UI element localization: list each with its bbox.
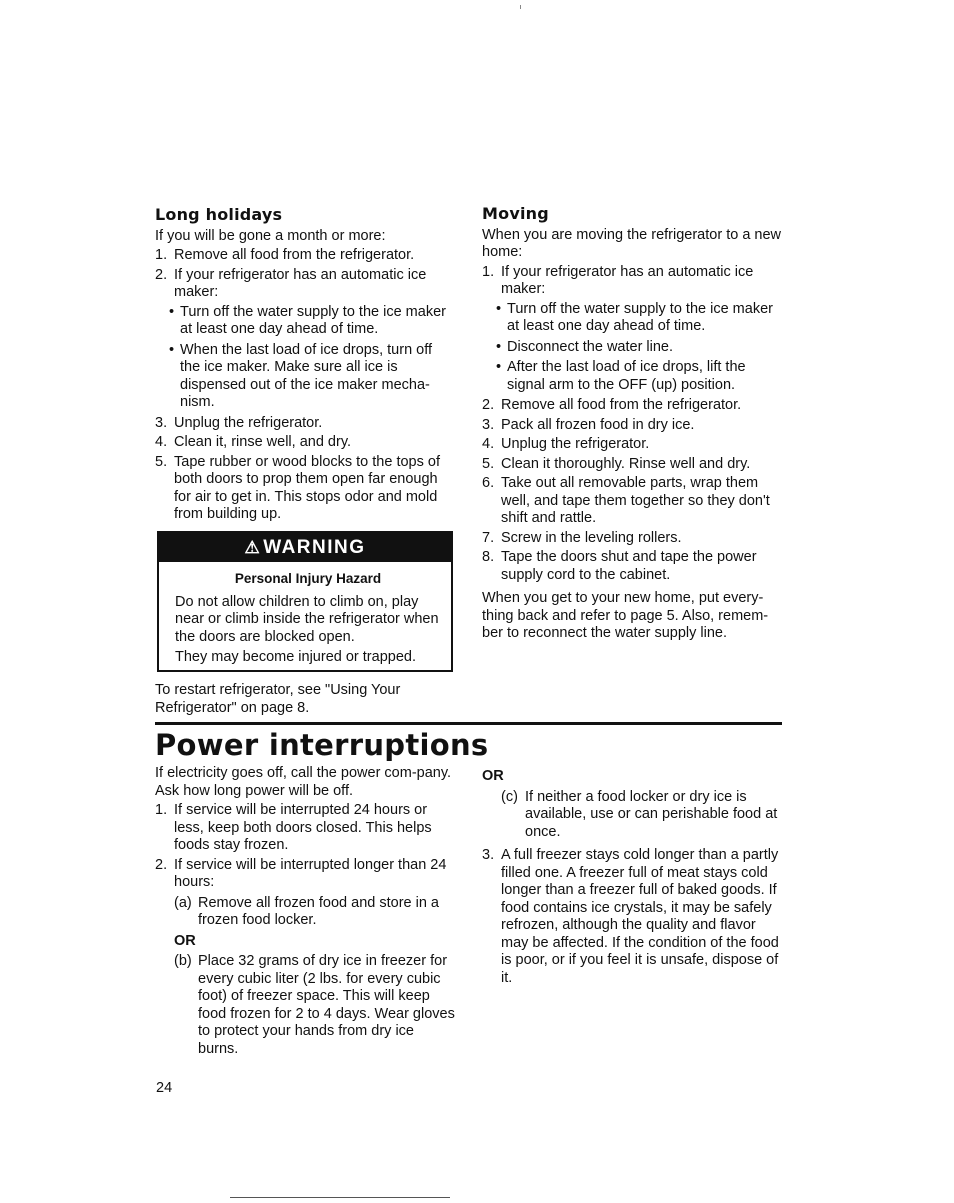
list-item [482,456,787,474]
item-text: Clean it thoroughly. Rinse well and dry. [501,455,751,472]
or-label: OR [174,932,196,949]
bullet-item [496,301,787,336]
item-text: Unplug the refrigerator. [501,436,650,452]
list-item [155,857,455,892]
long-holidays-intro: If you will be gone a month or more: [155,227,386,244]
list-item [155,802,455,855]
warning-text: Do not allow children to climb on, play near or climb inside the refrigerator when the doors are blocked open. [175,593,439,645]
list-item [155,267,455,302]
item-number: 6. [482,475,495,491]
bullet-icon: • [169,341,175,358]
bullet-text: Disconnect the water line. [507,338,674,355]
power-intro: If electricity goes off, call the power com-pany. Ask how long power will be off. [155,765,452,799]
long-holidays-section [155,206,455,524]
warning-body [159,562,451,667]
sub-item [174,953,455,1058]
item-text: If your refrigerator has an automatic ice maker: [174,266,427,300]
item-number: 5. [482,455,495,472]
bullet-item [169,304,455,339]
item-number: 2. [155,856,168,873]
list-item [155,434,455,452]
item-text: Tape the doors shut and tape the power supply cord to the cabinet. [501,549,757,583]
item-number: 7. [482,529,495,546]
scan-mark [520,5,521,9]
bullet-item [169,342,455,412]
list-item [482,397,787,415]
sub-item-text: Remove all frozen food and store in a frozen food locker. [198,894,439,928]
or-label: OR [482,768,504,784]
list-item [155,247,455,265]
item-number: 5. [155,453,168,470]
list-item [482,530,787,548]
section-title: Power interruptions [155,728,489,762]
bullet-item [496,359,787,394]
list-item [482,417,787,435]
moving-closing: When you get to your new home, put every-thing back and refer to page 5. Also, remem-ber to reconnect the water supply line. [482,590,769,641]
item-text: If service will be interrupted longer than 24 hours: [174,856,447,890]
item-number: 3. [155,414,168,431]
warning-label: WARNING [263,537,366,558]
item-number: 3. [482,416,495,433]
moving-heading: Moving [482,204,549,223]
item-number: 1. [155,802,168,818]
restart-note: To restart refrigerator, see "Using Your Refrigerator" on page 8. [155,682,401,716]
item-number: 2. [482,397,495,413]
list-item [155,415,455,433]
bullet-list [496,301,787,395]
item-text: Take out all removable parts, wrap them well, and tape them together so they don't shift and rattle. [501,475,770,526]
list-item [482,475,787,528]
sub-item-label: (b) [174,953,192,969]
warning-triangle-icon: ⚠ [244,538,262,557]
item-number: 1. [155,247,168,263]
page-number: 24 [156,1080,173,1096]
bullet-text: Turn off the water supply to the ice maker at least one day ahead of time. [507,300,773,334]
warning-box [157,531,453,672]
bullet-icon: • [169,303,175,320]
sub-item [501,789,782,842]
list-item [155,454,455,524]
item-text: Screw in the leveling rollers. [501,529,682,546]
item-text: Remove all food from the refrigerator. [174,247,415,263]
item-number: 8. [482,549,495,565]
list-item [482,436,787,454]
sub-item [174,895,455,930]
bullet-icon: • [496,359,502,375]
warning-header [159,533,451,562]
item-number: 3. [482,847,495,863]
warning-text: They may become injured or trapped. [175,649,416,665]
item-text: If your refrigerator has an automatic ice maker: [501,263,754,297]
list-item [482,847,782,987]
bullet-icon: • [496,338,502,355]
item-text: Pack all frozen food in dry ice. [501,416,695,433]
item-number: 4. [482,436,495,452]
item-text: Tape rubber or wood blocks to the tops of both doors to prop them open far enough for air to get in. This stops odor and mold from building up. [174,453,440,522]
item-text: Clean it, rinse well, and dry. [174,434,352,450]
list-item [482,549,787,584]
item-number: 2. [155,266,168,283]
list-item [482,264,787,299]
sub-item-text: If neither a food locker or dry ice is available, use or can perishable food at once. [525,788,778,840]
moving-intro: When you are moving the refrigerator to a new home: [482,226,782,260]
bullet-text: After the last load of ice drops, lift the signal arm to the OFF (up) position. [507,359,746,393]
bullet-item [496,339,787,357]
item-text: Remove all food from the refrigerator. [501,397,742,413]
power-right-column [482,765,782,987]
section-divider [155,722,782,725]
item-number: 1. [482,263,495,280]
bullet-icon: • [496,300,502,317]
sub-item-label: (a) [174,894,192,911]
warning-subtitle: Personal Injury Hazard [234,571,382,586]
power-left-column [155,765,455,1058]
bullet-list [169,304,455,412]
bullet-text: When the last load of ice drops, turn off the ice maker. Make sure all ice is dispensed out of the ice maker mecha-nism. [180,341,433,410]
item-number: 4. [155,434,168,450]
scan-edge-line [230,1197,450,1198]
sub-item-label: (c) [501,788,518,805]
sub-item-text: Place 32 grams of dry ice in freezer for every cubic liter (2 lbs. for every cubic foot) of freezer space. This will keep food frozen for 2 to 4 days. Wear gloves to protect your hands from dry ice burns. [198,953,455,1057]
item-text: A full freezer stays cold longer than a partly filled one. A freezer full of meat stays cold longer than a freezer full of baked goods. If food contains ice crystals, it may be safely refrozen, although the quality and flavor may be affected. If the condition of the food is poor, or if you feel it is unsafe, dispose of it. [501,847,779,986]
bullet-text: Turn off the water supply to the ice maker at least one day ahead of time. [180,303,446,337]
item-text: If service will be interrupted 24 hours or less, keep both doors closed. This helps foods stay frozen. [174,802,432,853]
long-holidays-heading: Long holidays [155,205,283,224]
moving-section [482,205,787,643]
item-text: Unplug the refrigerator. [174,414,323,431]
